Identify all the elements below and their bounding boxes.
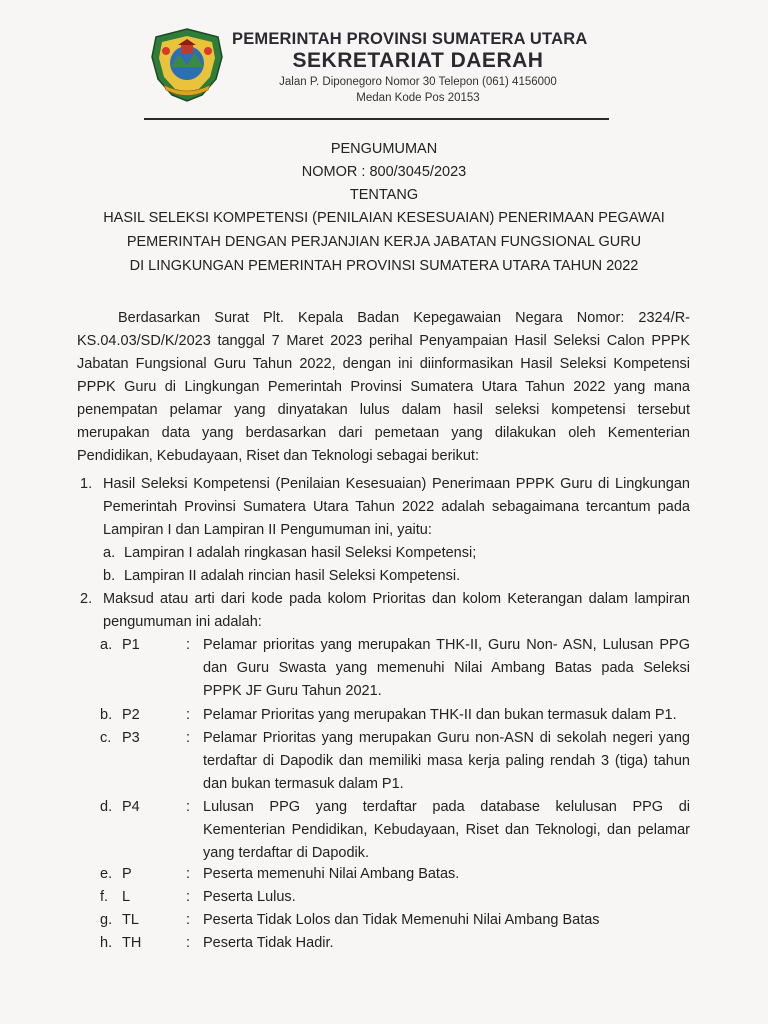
code-label: P1: [122, 637, 140, 653]
code-letter: b.: [100, 707, 113, 723]
code-letter: h.: [100, 935, 113, 951]
code-description: Peserta Tidak Hadir.: [203, 935, 334, 951]
code-label: L: [122, 889, 131, 905]
code-label: TL: [122, 912, 139, 928]
code-letter: a.: [100, 637, 113, 653]
code-description: PPPK JF Guru Tahun 2021.: [203, 683, 382, 699]
intro-line: Berdasarkan Surat Plt. Kepala Badan Kepegawaian Negara Nomor: 2324/R-: [118, 310, 690, 326]
letterhead-divider: [144, 118, 609, 120]
code-colon: :: [186, 799, 191, 815]
provincial-emblem-icon: [146, 27, 228, 103]
subitem-letter: b.: [103, 568, 116, 584]
announcement-about: TENTANG: [349, 187, 419, 203]
code-letter: g.: [100, 912, 113, 928]
code-label: P2: [122, 707, 140, 723]
code-label: P: [122, 866, 132, 882]
announcement-heading: PENGUMUMAN: [330, 141, 438, 157]
code-label: TH: [122, 935, 142, 951]
intro-line: KS.04.03/SD/K/2023 tanggal 7 Maret 2023 perihal Penyampaian Hasil Seleksi Calon PPPK: [77, 333, 690, 349]
subject-line: HASIL SELEKSI KOMPETENSI (PENILAIAN KESESUAIAN) PENERIMAAN PEGAWAI: [103, 210, 665, 226]
letterhead-address: Jalan P. Diponegoro Nomor 30 Telepon (061) 4156000: [279, 76, 557, 88]
letterhead-dept: SEKRETARIAT DAERAH: [292, 49, 544, 72]
item-line: Hasil Seleksi Kompetensi (Penilaian Kesesuaian) Penerimaan PPPK Guru di Lingkungan: [103, 476, 690, 492]
code-letter: c.: [100, 730, 112, 746]
item-line: pengumuman ini adalah:: [103, 614, 262, 630]
subject-line: DI LINGKUNGAN PEMERINTAH PROVINSI SUMATERA UTARA TAHUN 2022: [129, 258, 639, 274]
subitem-text: Lampiran II adalah rincian hasil Seleksi Kompetensi.: [124, 568, 461, 584]
code-description: Kementerian Pendidikan, Kebudayaan, Riset dan Teknologi, dan pelamar: [203, 822, 690, 838]
code-description: Peserta Lulus.: [203, 889, 296, 905]
code-description: Lulusan PPG yang terdaftar pada database kelulusan PPG di: [203, 799, 690, 815]
code-description: Pelamar Prioritas yang merupakan THK-II dan bukan termasuk dalam P1.: [203, 707, 677, 723]
code-description: Pelamar prioritas yang merupakan THK-II, Guru Non- ASN, Lulusan PPG: [203, 637, 690, 653]
code-description: dan Guru Swasta yang memenuhi Nilai Ambang Batas pada Seleksi: [203, 660, 690, 676]
item-line: Pemerintah Provinsi Sumatera Utara Tahun 2022 adalah sebagaimana tercantum pada: [103, 499, 690, 515]
code-description: terdaftar di Dapodik dan memiliki masa kerja paling rendah 3 (tiga) tahun: [203, 753, 690, 769]
code-label: P3: [122, 730, 140, 746]
code-colon: :: [186, 935, 191, 951]
code-description: dan bukan termasuk dalam P1.: [203, 776, 404, 792]
code-description: Pelamar Prioritas yang merupakan Guru non-ASN di sekolah negeri yang: [203, 730, 690, 746]
letterhead-city: Medan Kode Pos 20153: [356, 92, 480, 104]
item-line: Lampiran I dan Lampiran II Pengumuman ini, yaitu:: [103, 522, 432, 538]
intro-line: PPPK Guru di Lingkungan Pemerintah Provinsi Sumatera Utara Tahun 2022 yang mana: [77, 379, 690, 395]
intro-line: Jabatan Fungsional Guru Tahun 2022, dengan ini diinformasikan Hasil Seleksi Kompetensi: [77, 356, 690, 372]
code-colon: :: [186, 866, 191, 882]
subitem-text: Lampiran I adalah ringkasan hasil Seleksi Kompetensi;: [124, 545, 477, 561]
code-letter: d.: [100, 799, 113, 815]
item-number: 2.: [80, 591, 93, 607]
intro-line: penempatan pelamar yang dinyatakan lulus dalam hasil seleksi kompetensi tersebut: [77, 402, 690, 418]
code-colon: :: [186, 637, 191, 653]
code-description: yang terdaftar di Dapodik.: [203, 845, 370, 861]
code-letter: f.: [100, 889, 109, 905]
letterhead-org: PEMERINTAH PROVINSI SUMATERA UTARA: [232, 30, 588, 48]
announcement-number: NOMOR : 800/3045/2023: [301, 164, 467, 180]
code-colon: :: [186, 889, 191, 905]
item-number: 1.: [80, 476, 93, 492]
code-description: Peserta Tidak Lolos dan Tidak Memenuhi Nilai Ambang Batas: [203, 912, 600, 928]
subitem-letter: a.: [103, 545, 116, 561]
code-colon: :: [186, 707, 191, 723]
code-label: P4: [122, 799, 140, 815]
code-colon: :: [186, 730, 191, 746]
code-colon: :: [186, 912, 191, 928]
intro-line: Pendidikan, Kebudayaan, Riset dan Teknologi sebagai berikut:: [77, 448, 479, 464]
subject-line: PEMERINTAH DENGAN PERJANJIAN KERJA JABATAN FUNGSIONAL GURU: [126, 234, 642, 250]
intro-line: merupakan data yang berdasarkan dari pemetaan yang dilakukan oleh Kementerian: [77, 425, 690, 441]
code-letter: e.: [100, 866, 113, 882]
code-description: Peserta memenuhi Nilai Ambang Batas.: [203, 866, 460, 882]
item-line: Maksud atau arti dari kode pada kolom Prioritas dan kolom Keterangan dalam lampiran: [103, 591, 690, 607]
